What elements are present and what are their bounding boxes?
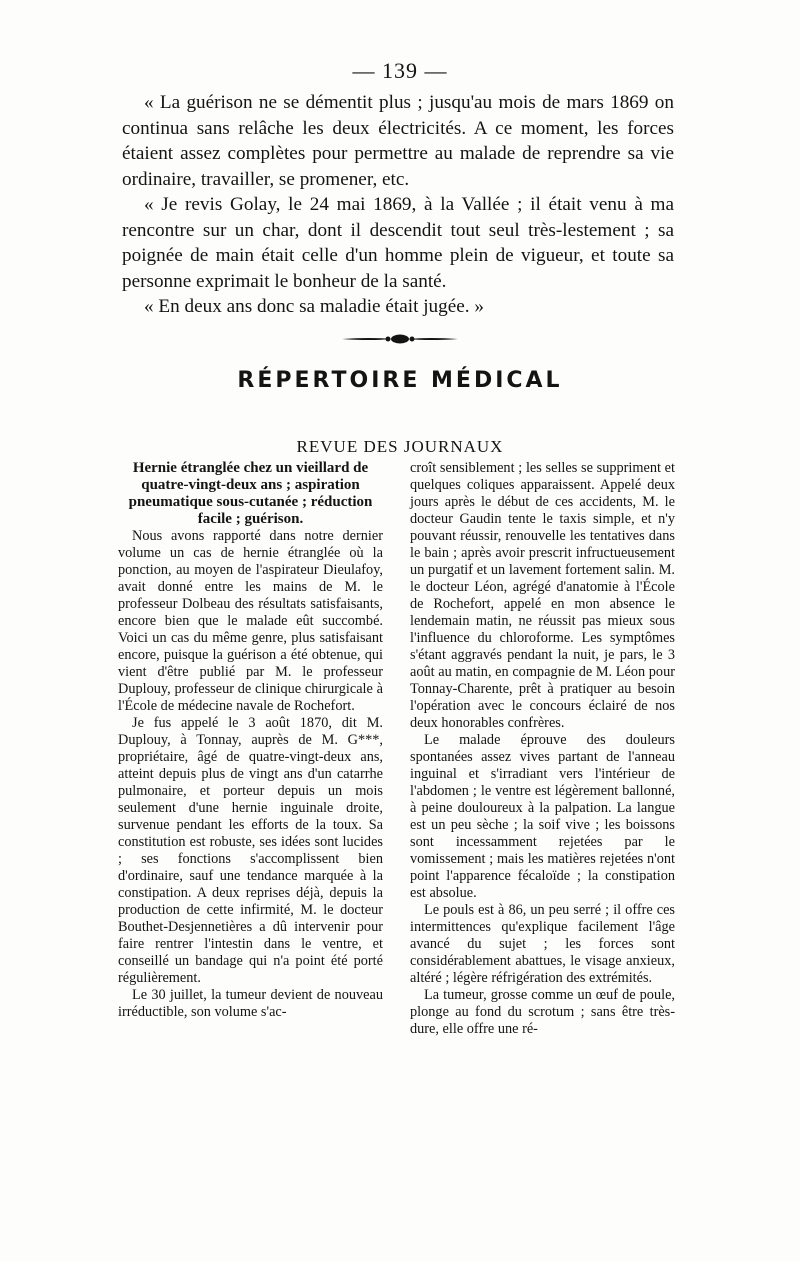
right-column [410,460,675,1038]
paragraph: croît sensiblement ; les selles se suppriment et quelques coliques apparaissent. Appelé deux jours après le début de ces accidents, M. le docteur Gaudin tente le taxis simple, et n'y pouvant réussir, renouvelle les tentatives dans le bain ; après avoir prescrit infructueusement un purgatif et un lavement fortement salin. M. le docteur Léon, agrégé d'anatomie à l'École de Rochefort, appelé en mon absence le lendemain matin, ne réussit pas mieux sous l'influence du chloroforme. Les symptômes s'étant aggravés pendant la nuit, je pars, le 3 août au matin, en compagnie de M. Léon pour Tonnay-Charente, prêt à pratiquer au besoin l'opération avec le concours éclairé de nos deux honorables confrères. [410,460,675,731]
paragraph: « Je revis Golay, le 24 mai 1869, à la Vallée ; il était venu à ma rencontre sur un char, dont il descendit tout seul très-lestement ; sa poignée de main était celle d'un homme plein de vigueur, et toute sa personne exprimait le bonheur de la santé. [122,194,674,292]
paragraph: « En deux ans donc sa maladie était jugée. » [144,296,484,317]
ornamental-divider-icon [340,333,460,345]
paragraph: Le 30 juillet, la tumeur devient de nouveau irréductible, son volume s'ac- [118,987,383,1020]
subsection-title: REVUE DES JOURNAUX [296,437,504,456]
article-heading: Hernie étranglée chez un vieillard de quatre-vingt-deux ans ; aspiration pneumatique sous-cutanée ; réduction facile ; guérison. [128,460,373,527]
paragraph: La tumeur, grosse comme un œuf de poule, plonge au fond du scrotum ; sans être très-dure, elle offre une ré- [410,987,675,1037]
paragraph: Le malade éprouve des douleurs spontanées assez vives partant de l'anneau inguinal et s'irradiant vers l'intérieur de l'abdomen ; le ventre est légèrement ballonné, à peine douloureux à la palpation. La langue est un peu sèche ; la soif vive ; les boissons sont incessamment rejetées par le vomissement ; mais les matières rejetées n'ont point l'apparence fécaloïde ; la constipation est absolue. [410,732,675,901]
paragraph: « La guérison ne se démentit plus ; jusqu'au mois de mars 1869 on continua sans relâche les deux électricités. A ce moment, les forces étaient assez complètes pour permettre au malade de reprendre sa vie ordinaire, travailler, se promener, etc. [122,92,674,190]
continued-text-block [122,90,674,320]
section-title: RÉPERTOIRE MÉDICAL [237,368,563,393]
paragraph: Le pouls est à 86, un peu serré ; il offre ces intermittences qu'explique facilement l'âge avancé du sujet ; les forces sont considérablement abattues, le visage anxieux, altéré ; légère réfrigération des extrémités. [410,902,675,986]
page-number: — 139 — [352,58,448,83]
paragraph: Je fus appelé le 3 août 1870, dit M. Duplouy, à Tonnay, auprès de M. G***, propriétaire, âgé de quatre-vingt-deux ans, atteint depuis plus de vingt ans d'un catarrhe pulmonaire, et porteur depuis un mois seulement d'une hernie inguinale droite, survenue pendant les efforts de la toux. Sa constitution est robuste, ses idées sont lucides ; ses fonctions s'accomplissent bien d'ordinaire, sauf une tendance marquée à la constipation. A deux reprises déjà, depuis la production de cette infirmité, M. le docteur Bouthet-Desjennetières a dû intervenir pour faire rentrer l'intestin dans le ventre, et conseillé un bandage qui n'a point été porté régulièrement. [118,715,383,986]
paragraph: Nous avons rapporté dans notre dernier volume un cas de hernie étranglée où la ponction, au moyen de l'aspirateur Dieulafoy, avait donné entre les mains de M. le professeur Dolbeau des résultats satisfaisants, encore bien que le malade eût succombé. Voici un cas du même genre, plus satisfaisant encore, puisque la guérison a été obtenue, qui vient d'être publié par M. le professeur Duplouy, professeur de clinique chirurgicale à l'École de médecine navale de Rochefort. [118,528,383,714]
left-column [118,460,383,1021]
